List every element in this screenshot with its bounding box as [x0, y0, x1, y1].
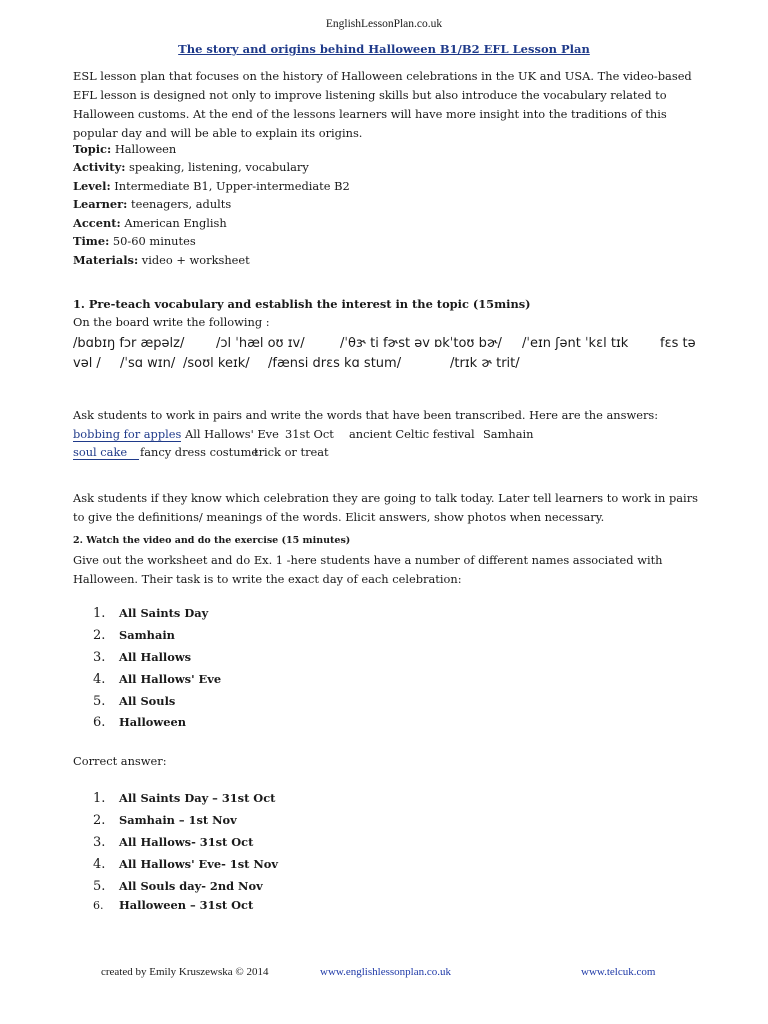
- ipa-item: /ˈsɑ wɪn/: [120, 356, 176, 371]
- list-number: 4.: [93, 672, 106, 687]
- list-item: [93, 813, 237, 828]
- list-text: All Saints Day – 31st Oct: [119, 791, 276, 805]
- correct-answer-label: Correct answer:: [73, 754, 167, 768]
- list-item: [93, 898, 253, 912]
- info-level: [73, 179, 350, 193]
- answer-word: Samhain: [483, 427, 534, 441]
- list-number: 3.: [93, 835, 106, 850]
- list-number: 6.: [93, 899, 104, 912]
- answer-link[interactable]: [73, 445, 139, 459]
- answer-link[interactable]: [73, 427, 181, 441]
- list-number: 2.: [93, 813, 106, 828]
- info-label: Level:: [73, 179, 111, 193]
- ipa-item: vəl /: [73, 356, 101, 371]
- ipa-item: /ˈeɪn ʃənt ˈkɛl tɪk: [522, 336, 629, 351]
- info-learner: [73, 197, 231, 211]
- list-item: [93, 606, 208, 621]
- list-text: All Hallows' Eve- 1st Nov: [119, 857, 278, 871]
- list-text: All Hallows' Eve: [119, 672, 222, 686]
- footer-credit: created by Emily Kruszewska © 2014: [101, 966, 269, 978]
- list-number: 5.: [93, 694, 106, 709]
- intro-paragraph: ESL lesson plan that focuses on the history of Halloween celebrations in the UK and USA. The video-based EFL lesson is designed not only to improve listening skills but also introduce the vocabulary related to Halloween customs. At the end of the lessons learners will have more insight into the traditions of this popular day and will be able to explain its origins.: [73, 69, 692, 140]
- list-text: Halloween – 31st Oct: [119, 898, 254, 912]
- answer-word: fancy dress costume: [140, 445, 259, 459]
- list-text: Halloween: [119, 715, 186, 729]
- answer-word: 31st Oct: [285, 427, 334, 441]
- answer-link-text[interactable]: bobbing for apples: [73, 427, 182, 441]
- list-text: All Hallows: [119, 650, 192, 664]
- info-label: Topic:: [73, 142, 112, 156]
- answer-word: All Hallows' Eve: [185, 427, 279, 441]
- list-text: All Souls: [119, 694, 176, 708]
- info-activity: [73, 160, 309, 174]
- info-accent: [73, 216, 227, 230]
- ipa-item: /ɔl ˈhæl oʊ ɪv/: [216, 336, 305, 351]
- info-label: Activity:: [73, 160, 126, 174]
- list-number: 3.: [93, 650, 106, 665]
- info-label: Learner:: [73, 197, 128, 211]
- footer-link-telcuk[interactable]: www.telcuk.com: [581, 966, 656, 978]
- info-label: Time:: [73, 234, 110, 248]
- list-number: 1.: [93, 606, 106, 621]
- list-number: 5.: [93, 879, 106, 894]
- ipa-item: /soʊl keɪk/: [183, 356, 250, 371]
- ipa-item: /fænsi drɛs kɑ stum/: [268, 356, 402, 371]
- answer-link-text[interactable]: soul cake: [73, 445, 139, 460]
- pairs-instruction: Ask students to work in pairs and write the words that have been transcribed. Here are the answers:: [73, 408, 659, 422]
- list-item: [93, 835, 253, 850]
- worksheet-instructions: Give out the worksheet and do Ex. 1 -here students have a number of different names associated with Halloween. Their task is to write the exact day of each celebration:: [73, 553, 663, 586]
- list-item: [93, 857, 278, 872]
- list-item: [93, 791, 275, 806]
- info-value: 50-60 minutes: [109, 234, 196, 248]
- list-number: 1.: [93, 791, 106, 806]
- list-text: All Souls day- 2nd Nov: [119, 879, 263, 893]
- elicit-paragraph: Ask students if they know which celebration they are going to talk today. Later tell learners to work in pairs to give the definitions/ meanings of the words. Elicit answers, show photos when necessary.: [73, 491, 698, 524]
- info-value: American English: [120, 216, 227, 230]
- info-materials: [73, 253, 250, 267]
- list-text: Samhain – 1st Nov: [119, 813, 237, 827]
- answer-word: trick or treat: [254, 445, 329, 459]
- info-time: [73, 234, 196, 248]
- footer-link-englishlessonplan[interactable]: www.englishlessonplan.co.uk: [320, 966, 451, 978]
- list-number: 4.: [93, 857, 106, 872]
- ipa-item: /trɪk ɚ trit/: [450, 356, 520, 371]
- ipa-item: /ˈθɝ ti fɚst əv ɒkˈtoʊ bɚ/: [340, 336, 502, 351]
- list-text: Samhain: [119, 628, 175, 642]
- lesson-title: The story and origins behind Halloween B1/B2 EFL Lesson Plan: [178, 42, 590, 56]
- list-item: [93, 694, 175, 709]
- site-header: EnglishLessonPlan.co.uk: [325, 18, 443, 30]
- list-item: [93, 879, 263, 894]
- list-number: 2.: [93, 628, 106, 643]
- list-item: [93, 715, 186, 730]
- info-topic: [73, 142, 176, 156]
- info-value: speaking, listening, vocabulary: [125, 160, 309, 174]
- ipa-item: /bɑbɪŋ fɔr æpəlz/: [73, 336, 185, 351]
- info-value: Halloween: [111, 142, 177, 156]
- list-text: All Saints Day: [119, 606, 209, 620]
- board-instruction: On the board write the following :: [73, 315, 270, 329]
- section1-heading: 1. Pre-teach vocabulary and establish the interest in the topic (15mins): [73, 297, 531, 311]
- info-value: teenagers, adults: [127, 197, 232, 211]
- list-item: [93, 672, 221, 687]
- list-number: 6.: [93, 715, 106, 730]
- list-text: All Hallows- 31st Oct: [119, 835, 254, 849]
- info-label: Materials:: [73, 253, 139, 267]
- list-item: [93, 650, 191, 665]
- section2-heading: 2. Watch the video and do the exercise (15 minutes): [73, 535, 351, 546]
- info-value: video + worksheet: [138, 253, 250, 267]
- list-item: [93, 628, 175, 643]
- ipa-item: fɛs tə: [660, 336, 696, 351]
- info-label: Accent:: [73, 216, 121, 230]
- answer-word: ancient Celtic festival: [349, 427, 475, 441]
- info-value: Intermediate B1, Upper-intermediate B2: [110, 179, 350, 193]
